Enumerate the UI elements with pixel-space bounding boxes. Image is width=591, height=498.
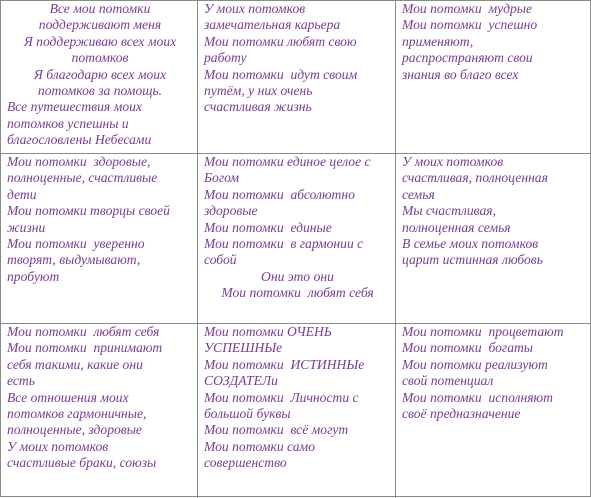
cell-text-line: применяют,	[402, 33, 474, 49]
cell-text-line: творят, выдумывают,	[7, 252, 141, 268]
cell-text-line: У моих потомков	[204, 1, 306, 16]
cell-text-line: Мои потомки творцы своей	[7, 203, 170, 219]
cell-text-line: благословлены Небесами	[7, 132, 152, 148]
cell-text-line: СОЗДАТЕЛи	[204, 373, 278, 389]
cell-text-line: Мои потомки Личности с	[204, 389, 359, 405]
cell-text-line: В семье моих потомков	[402, 236, 539, 252]
cell-text-line: Мои потомки реализуют	[402, 356, 548, 372]
cell-text-line: Все отношения моих	[7, 389, 129, 405]
cell-text-line: Мои потомки ОЧЕНЬ	[204, 324, 332, 339]
cell-text-line: Мои потомки любят свою	[204, 33, 357, 49]
table-cell-r1-c3	[396, 1, 591, 154]
cell-text-line: большой буквы	[204, 406, 291, 422]
cell-text-line: Мои потомки любят себя	[7, 324, 160, 339]
cell-text-line: семья	[402, 186, 435, 202]
cell-text-line: Я поддерживаю всех моих	[23, 33, 177, 49]
cell-text-line: полноценные, здоровые	[7, 422, 142, 438]
table-cell-r3-c1	[1, 324, 198, 498]
cell-text-line: счастливые браки, союзы	[7, 455, 157, 471]
cell-text-line: Мои потомки богаты	[402, 340, 534, 356]
table-cell-r2-c3	[396, 154, 591, 324]
table-cell-r1-c1	[1, 1, 198, 154]
cell-text-line: У моих потомков	[402, 154, 504, 169]
cell-text-line: Мои потомки единое целое с	[204, 154, 371, 169]
cell-text-line: распространяют свои	[402, 50, 533, 66]
cell-text-line: знания во благо всех	[402, 66, 519, 82]
cell-text-line: дети	[7, 186, 37, 202]
cell-text-line: собой	[204, 252, 237, 268]
cell-text-line: счастливая жизнь	[204, 99, 312, 115]
cell-text-line: Все путешествия моих	[7, 99, 142, 115]
cell-text-line: Мои потомки успешно	[402, 17, 538, 33]
cell-text-line: Мои потомки абсолютно	[204, 186, 355, 202]
cell-text-line: Мои потомки всё могут	[204, 422, 349, 438]
cell-text-line: потомков успешны и	[7, 115, 129, 131]
cell-text-line: Мои потомки единые	[204, 219, 332, 235]
cell-text-line: УСПЕШНЫе	[204, 340, 283, 356]
cell-text-line: У моих потомков	[7, 438, 109, 454]
cell-text-line: работу	[204, 50, 247, 66]
table-cell-r3-c2	[198, 324, 396, 498]
cell-text-line: пробуют	[7, 268, 60, 284]
cell-text-line: себя такими, какие они	[7, 356, 143, 372]
cell-text-line: Мои потомки принимают	[7, 340, 163, 356]
cell-text-line: есть	[7, 373, 35, 389]
cell-text-line: Мои потомки любят себя	[221, 285, 374, 301]
table-cell-r2-c2	[198, 154, 396, 324]
table-cell-r2-c1	[1, 154, 198, 324]
cell-text-line: жизни	[7, 219, 46, 235]
cell-text-line: потомков за помощь.	[37, 83, 163, 99]
cell-text-line: Мои потомки мудрые	[402, 1, 533, 16]
cell-text-line: Мои потомки само	[204, 438, 315, 454]
cell-text-line: Мои потомки в гармонии с	[204, 236, 364, 252]
cell-text-line: Мои потомки ИСТИННЫе	[204, 356, 365, 372]
cell-text-line: Мои потомки здоровые,	[7, 154, 151, 169]
cell-text-line: царит истинная любовь	[402, 252, 543, 268]
cell-text-line: здоровые	[204, 203, 258, 219]
cell-text-line: потомков гармоничные,	[7, 406, 147, 422]
cell-text-line: Я благодарю всех моих	[33, 66, 167, 82]
cell-text-line: замечательная карьера	[204, 17, 341, 33]
cell-text-line: Мы счастливая,	[402, 203, 496, 219]
cell-text-line: совершенство	[204, 455, 287, 471]
cell-text-line: свой потенциал	[402, 373, 494, 389]
cell-text-line: путём, у них очень	[204, 83, 313, 99]
cell-text-line: полноценная семья	[402, 219, 511, 235]
cell-text-line: Мои потомки уверенно	[7, 236, 145, 252]
table-cell-r1-c2	[198, 1, 396, 154]
cell-text-line: потомков	[71, 50, 129, 66]
cell-text-line: Мои потомки процветают	[402, 324, 564, 339]
cell-text-line: Мои потомки идут своим	[204, 66, 358, 82]
cell-text-line: полноценные, счастливые	[7, 170, 158, 186]
cell-text-line: Они это они	[261, 268, 334, 284]
cell-text-line: счастливая, полноценная	[402, 170, 548, 186]
cell-text-line: своё предназначение	[402, 406, 521, 422]
table-cell-r3-c3	[396, 324, 591, 498]
cell-text-line: Мои потомки исполняют	[402, 389, 553, 405]
cell-text-line: Богом	[204, 170, 240, 186]
cell-text-line: Все мои потомки	[49, 1, 151, 16]
cell-text-line: поддерживают меня	[38, 17, 162, 33]
